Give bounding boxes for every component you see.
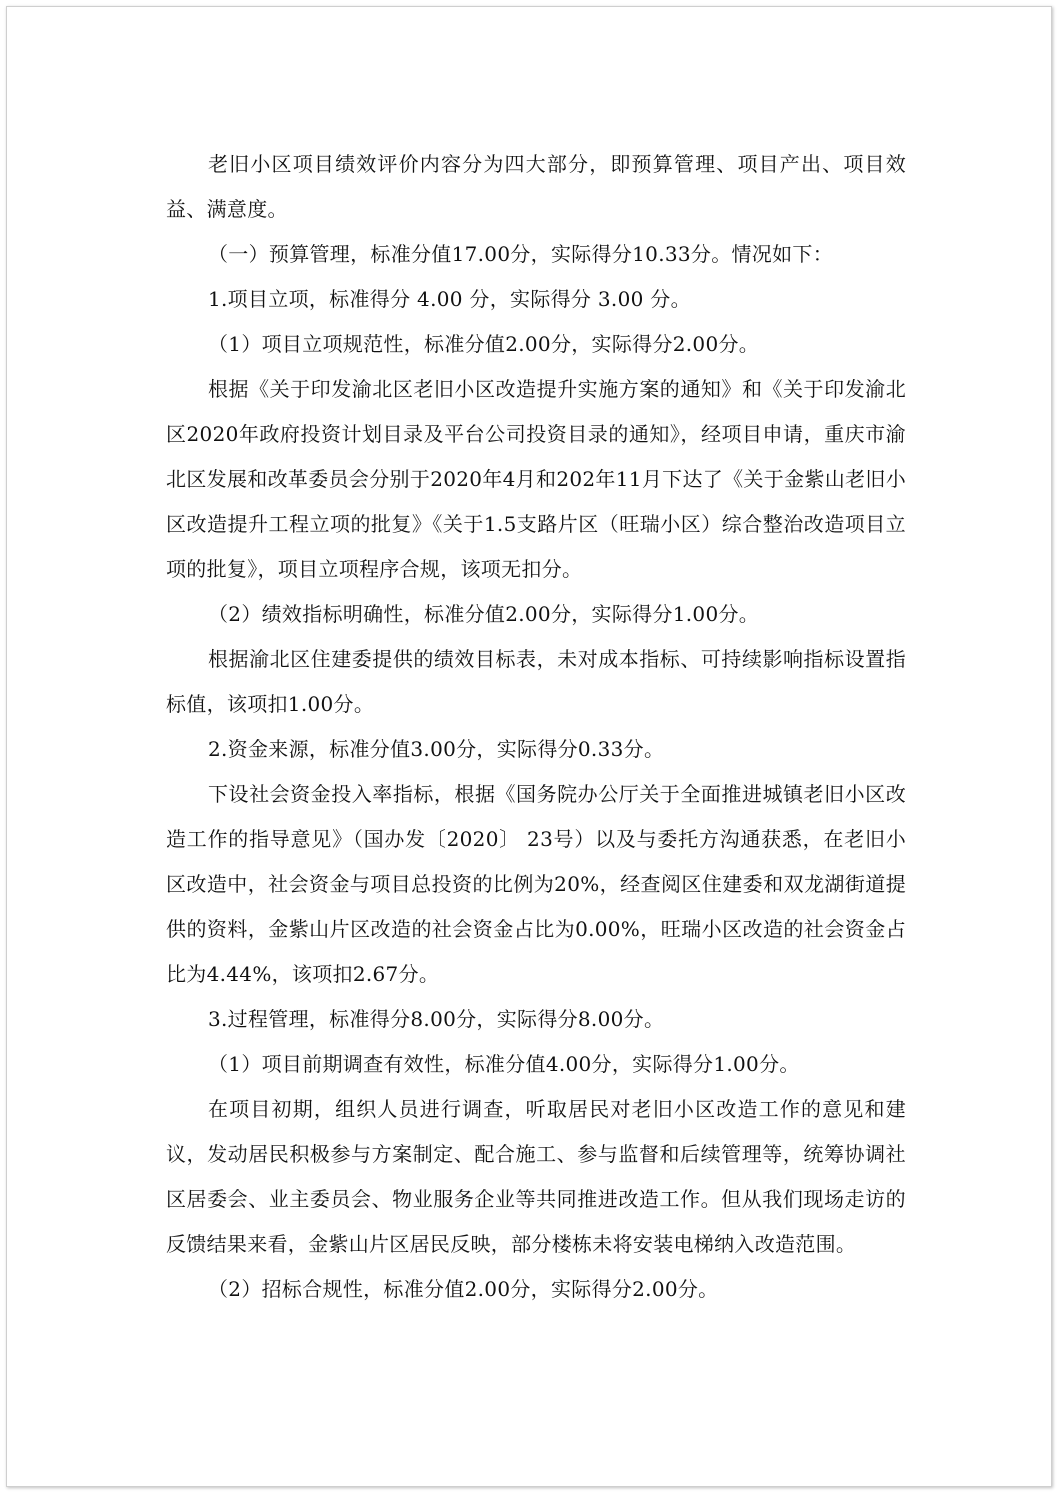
paragraph-indicator-clarity: 根据渝北区住建委提供的绩效目标表，未对成本指标、可持续影响指标设置指标值，该项扣1.00分。 [166, 647, 906, 716]
document-page [6, 6, 1052, 1487]
paragraph-intro: 老旧小区项目绩效评价内容分为四大部分，即预算管理、项目产出、项目效益、满意度。 [166, 152, 906, 221]
paragraph-approval-basis: 根据《关于印发渝北区老旧小区改造提升实施方案的通知》和《关于印发渝北区2020年政府投资计划目录及平台公司投资目录的通知》，经项目申请，重庆市渝北区发展和改革委员会分别于2020年4月和202年11月下达了《关于金紫山老旧小区改造提升工程立项的批复》《关于1.5支路片区（旺瑞小区）综合整治改造项目立项的批复》，项目立项程序合规，该项无扣分。 [166, 377, 906, 581]
subheading-approval-standardization: （1）项目立项规范性，标准分值2.00分，实际得分2.00分。 [208, 332, 760, 356]
subheading-indicator-clarity: （2）绩效指标明确性，标准分值2.00分，实际得分1.00分。 [208, 602, 760, 626]
paragraph-preliminary-survey: 在项目初期，组织人员进行调查，听取居民对老旧小区改造工作的意见和建议，发动居民积极参与方案制定、配合施工、参与监督和后续管理等，统筹协调社区居委会、业主委员会、物业服务企业等共同推进改造工作。但从我们现场走访的反馈结果来看，金紫山片区居民反映，部分楼栋未将安装电梯纳入改造范围。 [166, 1097, 906, 1256]
heading-process-management: 3.过程管理，标准得分8.00分，实际得分8.00分。 [208, 1007, 665, 1031]
heading-funding-source: 2.资金来源，标准分值3.00分，实际得分0.33分。 [208, 737, 665, 761]
subheading-preliminary-survey: （1）项目前期调查有效性，标准分值4.00分，实际得分1.00分。 [208, 1052, 800, 1076]
paragraph-funding-source: 下设社会资金投入率指标，根据《国务院办公厅关于全面推进城镇老旧小区改造工作的指导意见》（国办发〔2020〕 23号）以及与委托方沟通获悉，在老旧小区改造中，社会资金与项目总投资的比例为20%，经查阅区住建委和双龙湖街道提供的资料，金紫山片区改造的社会资金占比为0.00%，旺瑞小区改造的社会资金占比为4.44%，该项扣2.67分。 [166, 782, 906, 986]
document-body [166, 142, 906, 1312]
heading-project-approval: 1.项目立项，标准得分 4.00 分，实际得分 3.00 分。 [208, 287, 691, 311]
subheading-bidding-compliance: （2）招标合规性，标准分值2.00分，实际得分2.00分。 [208, 1277, 719, 1301]
heading-budget-management: （一）预算管理，标准分值17.00分，实际得分10.33分。情况如下： [208, 242, 834, 266]
